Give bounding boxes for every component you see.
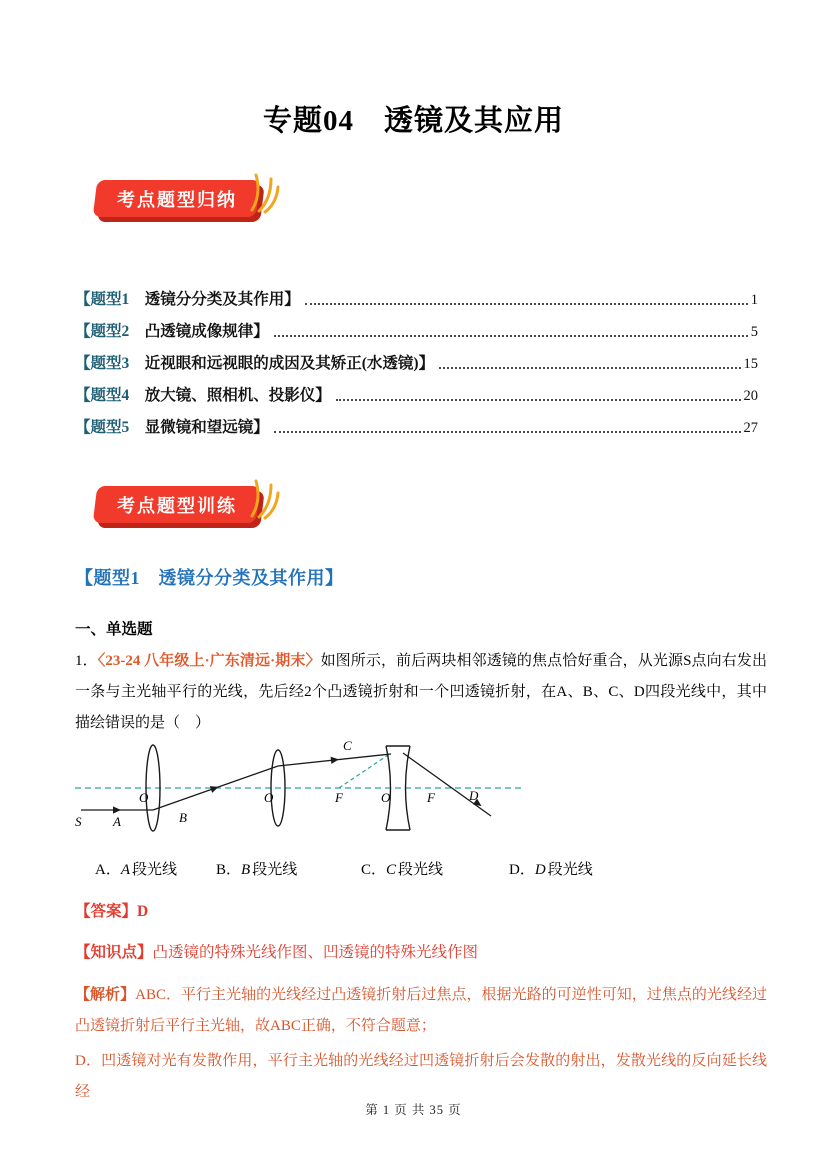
options-row bbox=[75, 858, 767, 882]
option-a[interactable]: A．A 段光线 bbox=[95, 862, 178, 878]
toc-leader-dots bbox=[274, 431, 741, 433]
toc-page-number: 27 bbox=[743, 420, 758, 436]
option-b[interactable]: B．B 段光线 bbox=[216, 862, 298, 878]
analysis-text-1: ABC．平行主光轴的光线经过凸透镜折射后过焦点，根据光路的可逆性可知，过焦点的光线经过凸透镜折射后平行主光轴，故ABC正确，不符合题意； bbox=[75, 987, 767, 1034]
label-o2: O bbox=[264, 790, 274, 805]
toc-page-number: 20 bbox=[743, 388, 758, 404]
toc-entry[interactable] bbox=[75, 375, 758, 407]
label-b: B bbox=[179, 810, 187, 825]
toc-entry-tag: 【题型1 bbox=[75, 291, 130, 308]
analysis-text-2: D．凹透镜对光有发散作用，平行主光轴的光线经过凹透镜折射后会发散的射出，发散光线的反向延长线经 bbox=[75, 1053, 767, 1100]
ray-d bbox=[403, 753, 491, 816]
toc-entry-title: 放大镜、照相机、投影仪】 bbox=[129, 387, 331, 404]
label-a: A bbox=[113, 814, 121, 829]
toc-entry-title: 近视眼和远视眼的成因及其矫正(水透镜)】 bbox=[129, 355, 435, 372]
toc-page-number: 5 bbox=[750, 324, 758, 340]
label-o1: O bbox=[139, 790, 149, 805]
toc-entry[interactable] bbox=[75, 279, 758, 311]
toc-entry-tag: 【题型2 bbox=[75, 323, 130, 340]
label-o3: O bbox=[381, 790, 391, 805]
page-footer: 第 1 页 共 35 页 bbox=[365, 1103, 462, 1117]
wheat-decoration-icon bbox=[245, 168, 281, 214]
toc-entry[interactable] bbox=[75, 311, 758, 343]
toc-entry-title: 透镜分分类及其作用】 bbox=[129, 291, 300, 308]
analysis-label: 【解析】 bbox=[75, 987, 136, 1003]
summary-badge bbox=[95, 180, 295, 226]
question-category: 一、单选题 bbox=[75, 621, 153, 638]
toc-entry-tag: 【题型3 bbox=[75, 355, 130, 372]
option-d[interactable]: D．D 段光线 bbox=[509, 862, 593, 878]
summary-badge-background bbox=[93, 180, 261, 217]
question-source: 〈23-24 八年级上·广东清远·期末〉 bbox=[97, 653, 321, 669]
toc-entry[interactable] bbox=[75, 407, 758, 439]
training-badge-label: 考点题型训练 bbox=[116, 495, 237, 516]
label-f1: F bbox=[335, 790, 343, 805]
table-of-contents bbox=[75, 279, 758, 439]
answer-value: D bbox=[137, 903, 149, 920]
ray-a-arrow bbox=[113, 806, 121, 813]
toc-entry[interactable] bbox=[75, 343, 758, 375]
question-number: 1． bbox=[75, 653, 98, 669]
label-s: S bbox=[75, 814, 82, 829]
analysis-paragraph-1 bbox=[75, 980, 767, 1042]
label-d: D bbox=[469, 788, 479, 803]
knowledge-label: 【知识点】 bbox=[75, 944, 153, 961]
answer-label: 【答案】 bbox=[75, 903, 138, 920]
section-heading: 【题型1 透镜分分类及其作用】 bbox=[75, 568, 344, 588]
page-title: 专题04 透镜及其应用 bbox=[262, 105, 564, 137]
toc-leader-dots bbox=[439, 367, 740, 369]
question-stem bbox=[75, 646, 767, 739]
training-badge-background bbox=[93, 486, 261, 523]
training-badge bbox=[95, 486, 295, 532]
question-text: 如图所示，前后两块相邻透镜的焦点恰好重合，从光源S点向右发出一条与主光轴平行的光线，先后经2个凸透镜折射和一个凹透镜折射，在A、B、C、D四段光线中，其中描绘错误的是（ ） bbox=[75, 653, 767, 731]
label-f2: F bbox=[427, 790, 435, 805]
option-c[interactable]: C．C 段光线 bbox=[361, 862, 444, 878]
toc-leader-dots bbox=[274, 335, 748, 337]
toc-leader-dots bbox=[336, 399, 741, 401]
toc-leader-dots bbox=[305, 303, 748, 305]
toc-entry-tag: 【题型5 bbox=[75, 419, 130, 436]
ray-c-arrow bbox=[331, 756, 340, 764]
toc-page-number: 1 bbox=[750, 292, 758, 308]
toc-entry-title: 显微镜和望远镜】 bbox=[129, 419, 269, 436]
toc-entry-title: 凸透镜成像规律】 bbox=[129, 323, 269, 340]
knowledge-text: 凸透镜的特殊光线作图、凹透镜的特殊光线作图 bbox=[152, 944, 479, 961]
summary-badge-label: 考点题型归纳 bbox=[116, 189, 237, 210]
label-c: C bbox=[343, 738, 352, 753]
answer-line bbox=[75, 899, 148, 921]
analysis-paragraph-2 bbox=[75, 1046, 767, 1108]
toc-page-number: 15 bbox=[743, 356, 758, 372]
wheat-decoration-icon bbox=[245, 474, 281, 520]
knowledge-line bbox=[75, 940, 478, 962]
toc-entry-tag: 【题型4 bbox=[75, 387, 130, 404]
lens-optics-diagram bbox=[73, 736, 535, 860]
